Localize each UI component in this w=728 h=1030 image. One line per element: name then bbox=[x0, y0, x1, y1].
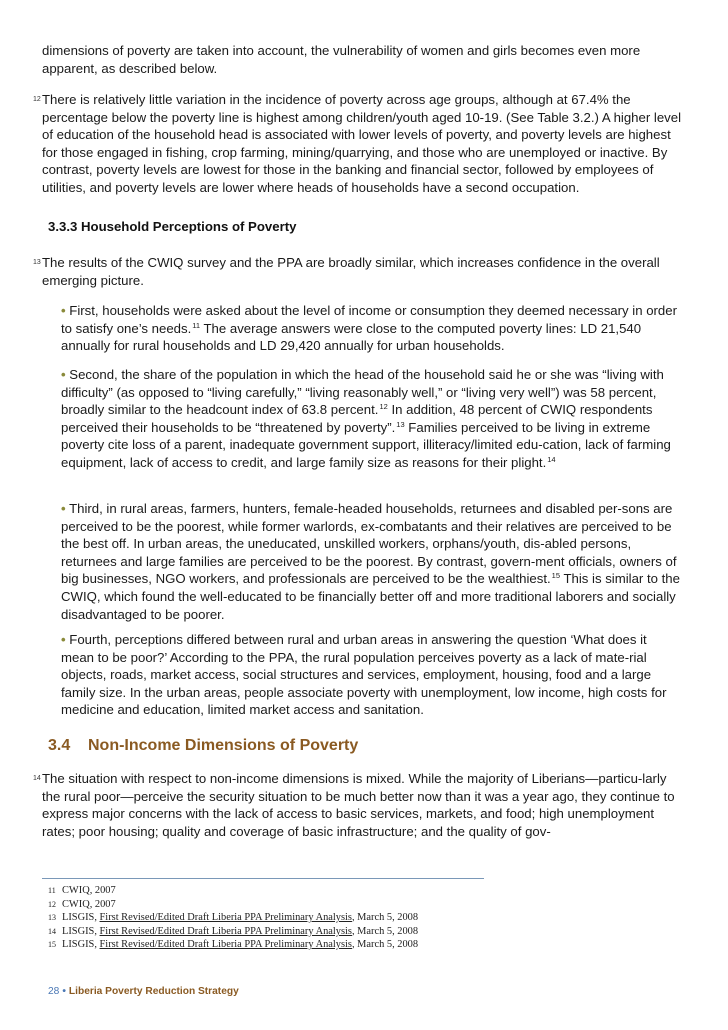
footnote-item: 15 LISGIS, First Revised/Edited Draft Liberia PPA Preliminary Analysis, March 5, 2008 bbox=[48, 939, 419, 951]
bullet-dot-icon: • bbox=[61, 367, 66, 382]
bullet-dot-icon: • bbox=[61, 632, 66, 647]
footnote-ref[interactable]: 14 bbox=[547, 454, 556, 464]
section-title: Non-Income Dimensions of Poverty bbox=[88, 737, 359, 754]
paragraph-12: There is relatively little variation in the incidence of poverty across age groups, although at 67.4% the percentage below the poverty line is highest among children/youth aged 10-19. (See Table 3.2.) A higher level of education of the household head is associated with lower levels of poverty, and poverty levels are highest for those engaged in fishing, crop farming, mining/quarrying, and those who are unemployed or inactive. By contrast, poverty levels are lowest for those in the banking and financial sector, followed by employees of utilities, and poverty levels are lower where heads of households have a second occupation. bbox=[42, 92, 682, 195]
footnote-ref[interactable]: 12 bbox=[379, 402, 388, 412]
paragraph-14: The situation with respect to non-income dimensions is mixed. While the majority of Liberians—particu-larly the rural poor—perceive the security situation to be much better now than it was a year ago, they continue to express major concerns with the lack of access to basic services, markets, and food; high unemployment rates; poor housing; quality and coverage of basic infrastructure; and the quality of gov- bbox=[42, 771, 675, 839]
page-footer bbox=[48, 986, 239, 997]
footer-title: Liberia Poverty Reduction Strategy bbox=[68, 986, 239, 997]
paragraph-number: 12 bbox=[33, 96, 41, 103]
intro-paragraph: dimensions of poverty are taken into account, the vulnerability of women and girls becomes even more apparent, as described below. bbox=[42, 43, 641, 76]
footer-separator: • bbox=[62, 986, 66, 997]
bullet-item-second: • Second, the share of the population in which the head of the household said he or she was “living with difficulty” (as opposed to “living carefully,” “living reasonably well,” or “living very well”) was 58 percent, broadly similar to the headcount index of 63.8 percent.$^{12}$ In addition, 48 percent of CWIQ respondents perceived their households to be “threatened by poverty”.$^{13}$ Families perceived to be living in extreme poverty cite loss of a parent, inadequate government support, illiteracy/limited edu-cation, lack of farming equipment, lack of access to credit, and large family size as reasons for their plight.$^{14}$ bbox=[61, 367, 671, 470]
footnotes bbox=[48, 884, 418, 952]
paragraph-number: 14 bbox=[33, 775, 41, 782]
paragraph-13: The results of the CWIQ survey and the PPA are broadly similar, which increases confidence in the overall emerging picture. bbox=[42, 255, 660, 288]
paragraph-number: 13 bbox=[33, 259, 41, 266]
section-number: 3.4 bbox=[48, 737, 71, 754]
footnote-item: 12 CWIQ, 2007 bbox=[48, 898, 116, 910]
footnote-title-link[interactable]: First Revised/Edited Draft Liberia PPA Preliminary Analysis bbox=[99, 939, 352, 951]
footnote-ref[interactable]: 13 bbox=[396, 419, 405, 429]
section-heading bbox=[48, 737, 358, 755]
bullet-dot-icon: • bbox=[61, 501, 66, 516]
footnote-title-link[interactable]: First Revised/Edited Draft Liberia PPA Preliminary Analysis bbox=[99, 925, 352, 937]
footnote-ref[interactable]: 11 bbox=[192, 320, 201, 330]
page-number: 28 bbox=[48, 986, 60, 997]
footnote-item: 14 LISGIS, First Revised/Edited Draft Liberia PPA Preliminary Analysis, March 5, 2008 bbox=[48, 925, 419, 937]
footnote-title-link[interactable]: First Revised/Edited Draft Liberia PPA Preliminary Analysis bbox=[99, 912, 352, 924]
footnote-divider bbox=[42, 878, 484, 879]
bullet-dot-icon: • bbox=[61, 303, 66, 318]
footnote-ref[interactable]: 15 bbox=[551, 571, 561, 581]
bullet-item-fourth: • Fourth, perceptions differed between rural and urban areas in answering the question ‘What does it mean to be poor?’ According to the PPA, the rural population perceives poverty as a lack of mate-rial objects, roads, market access, social structures and services, employment, housing, food and a large family size. In the urban areas, people associate poverty with unemployment, low income, high costs for medicine and education, limited market access and sanitation. bbox=[61, 632, 667, 718]
bullet-item-third: • Third, in rural areas, farmers, hunters, female-headed households, returnees and disabled per-sons are perceived to be the poorest, while former warlords, ex-combatants and their relatives are perceived to be the best off. In urban areas, the uneducated, unskilled workers, orphans/youth, dis-abled persons, returnees and large families are perceived to be the poorest. By contrast, govern-ment officials, owners of big businesses, NGO workers, and professionals are perceived to be the wealthiest.$^{15}$ This is similar to the CWIQ, which found the well-educated to be financially better off and more traditional laborers and socially disadvantaged to be poorer. bbox=[61, 501, 680, 622]
footnote-item: 13 LISGIS, First Revised/Edited Draft Liberia PPA Preliminary Analysis, March 5, 2008 bbox=[48, 912, 419, 924]
bullet-item-first: • First, households were asked about the level of income or consumption they deemed necessary in order to satisfy one’s needs.$^{11}$ The average answers were close to the computed poverty lines: LD 21,540 annually for rural households and LD 29,420 annually for urban households. bbox=[61, 303, 677, 354]
subsection-heading: 3.3.3 Household Perceptions of Poverty bbox=[48, 219, 297, 234]
footnote-item: 11 CWIQ, 2007 bbox=[48, 885, 116, 896]
